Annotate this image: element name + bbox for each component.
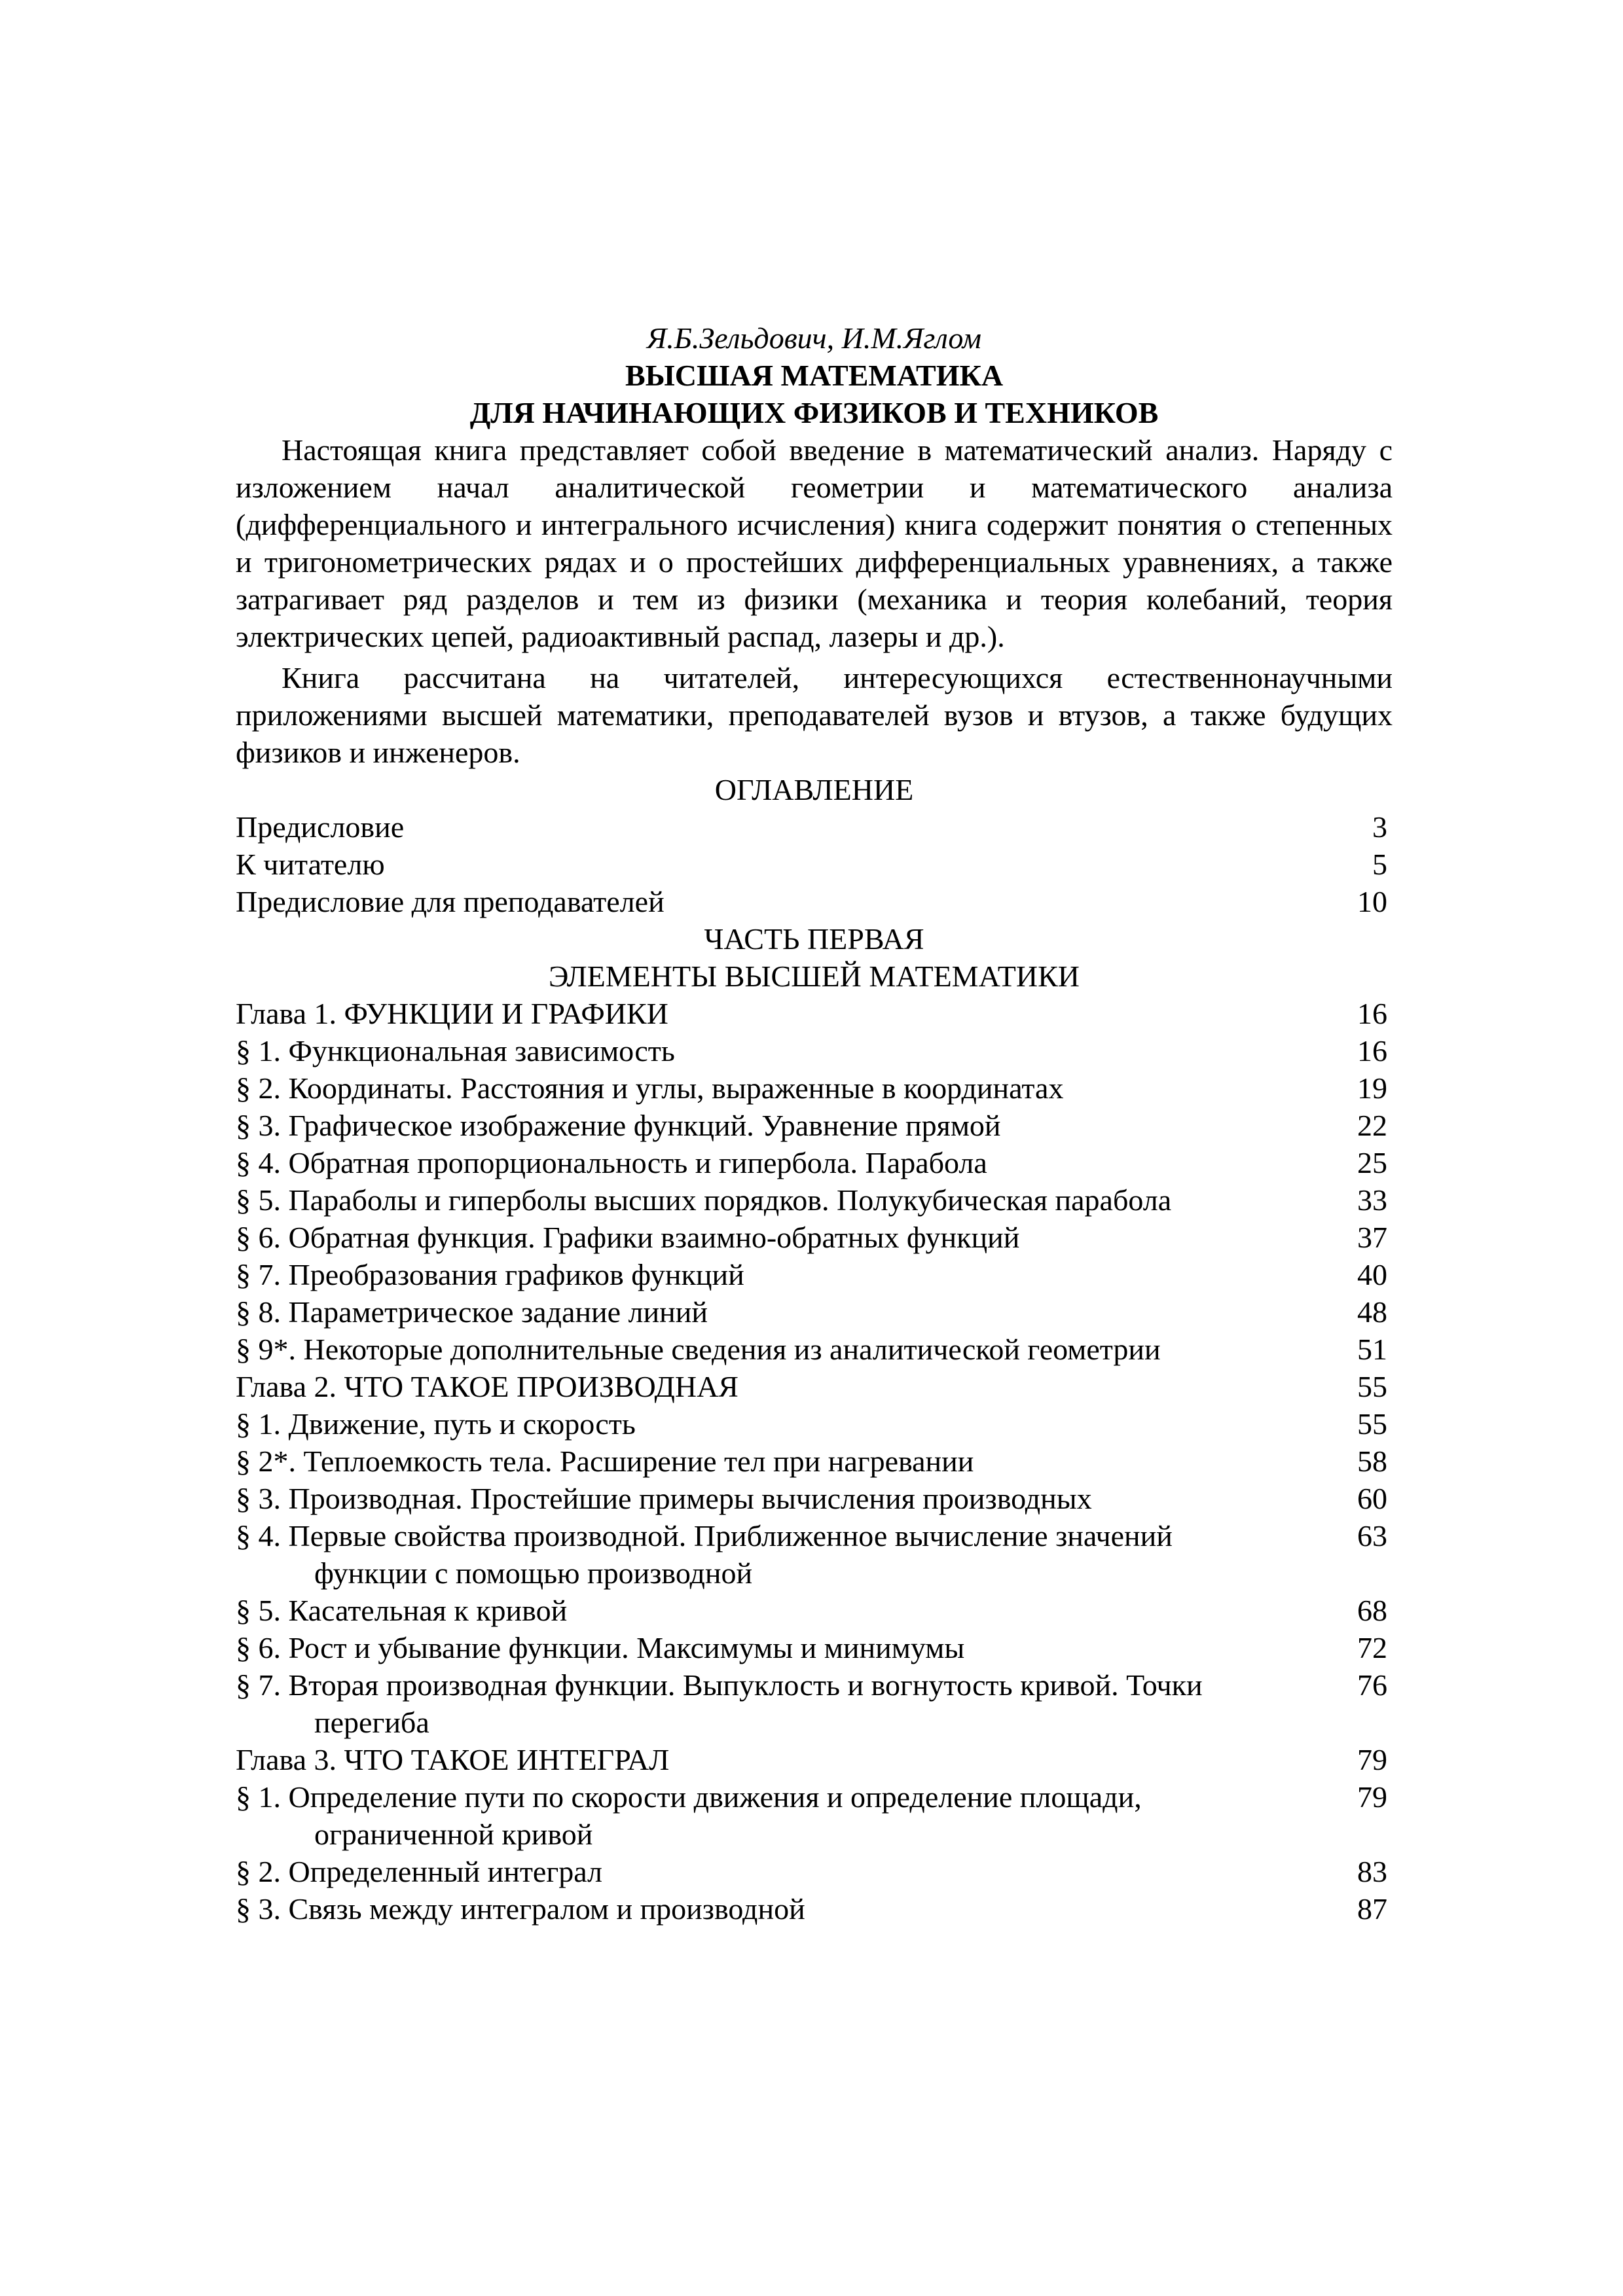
toc-row: [236, 1144, 1393, 1181]
toc-row: [236, 1181, 1393, 1219]
toc-page-number: 76: [1357, 1668, 1387, 1702]
chapter-1-title: Глава 1. ФУНКЦИИ И ГРАФИКИ: [236, 997, 668, 1030]
toc-page-number: 37: [1357, 1221, 1387, 1254]
toc-entry-title: § 2*. Теплоемкость тела. Расширение тел при нагревании: [236, 1444, 974, 1478]
toc-chapter-row: [236, 995, 1393, 1032]
toc-entry-continuation: функции с помощью производной: [314, 1556, 753, 1590]
toc-page-number: 51: [1357, 1333, 1387, 1366]
toc-row: [236, 846, 1393, 883]
toc-page-number: 63: [1357, 1519, 1387, 1552]
toc-page-number: 60: [1357, 1482, 1387, 1515]
toc-entry-title: § 5. Касательная к кривой: [236, 1594, 568, 1627]
book-title-line-2: ДЛЯ НАЧИНАЮЩИХ ФИЗИКОВ И ТЕХНИКОВ: [469, 396, 1159, 429]
toc-row: [236, 808, 1393, 846]
toc-row: [236, 1666, 1393, 1741]
part-title: ЧАСТЬ ПЕРВАЯ: [704, 922, 924, 956]
toc-entry-title: § 7. Вторая производная функции. Выпуклость и вогнутость кривой. Точки: [236, 1668, 1203, 1702]
toc-entry-title: § 4. Обратная пропорциональность и гипербола. Парабола: [236, 1146, 987, 1179]
toc-row: [236, 1331, 1393, 1368]
toc-entry-title: § 4. Первые свойства производной. Приближенное вычисление значений: [236, 1519, 1173, 1552]
toc-page-number: 25: [1357, 1146, 1387, 1179]
toc-entry-title: § 2. Определенный интеграл: [236, 1855, 602, 1888]
toc-row: [236, 1517, 1393, 1592]
toc-row: [236, 1890, 1393, 1928]
toc-row: [236, 1107, 1393, 1144]
toc-row: [236, 1032, 1393, 1069]
toc-heading: ОГЛАВЛЕНИЕ: [714, 773, 914, 806]
toc-page-number: 33: [1357, 1183, 1387, 1217]
toc-entry-title: § 6. Обратная функция. Графики взаимно-обратных функций: [236, 1221, 1020, 1254]
toc-row: [236, 1293, 1393, 1331]
toc-entry-title: § 1. Движение, путь и скорость: [236, 1407, 636, 1441]
toc-entry-title: К читателю: [236, 848, 385, 881]
toc-row: [236, 1778, 1393, 1853]
toc-chapter-row: [236, 1368, 1393, 1405]
toc-page-number: 40: [1357, 1258, 1387, 1291]
toc-entry-title: § 3. Связь между интегралом и производной: [236, 1892, 805, 1926]
toc-entry-title: § 1. Функциональная зависимость: [236, 1034, 675, 1067]
toc-page-number: 16: [1357, 997, 1387, 1030]
toc-page-number: 3: [1372, 810, 1387, 844]
toc-entry-continuation: перегиба: [314, 1706, 429, 1739]
book-title-line-1: ВЫСШАЯ МАТЕМАТИКА: [625, 359, 1004, 392]
toc-entry-title: § 9*. Некоторые дополнительные сведения из аналитической геометрии: [236, 1333, 1161, 1366]
toc-entry-title: Предисловие: [236, 810, 405, 844]
toc-page-number: 87: [1357, 1892, 1387, 1926]
toc-row: [236, 883, 1393, 920]
toc-entry-title: § 6. Рост и убывание функции. Максимумы и минимумы: [236, 1631, 965, 1664]
toc-page-number: 22: [1357, 1109, 1387, 1142]
toc-page-number: 83: [1357, 1855, 1387, 1888]
toc-page-number: 68: [1357, 1594, 1387, 1627]
document-page: [236, 319, 1393, 1928]
toc-page-number: 55: [1357, 1370, 1387, 1403]
toc-entry: [236, 1517, 1322, 1592]
chapter-2-title: Глава 2. ЧТО ТАКОЕ ПРОИЗВОДНАЯ: [236, 1370, 739, 1403]
toc-page-number: 10: [1357, 885, 1387, 918]
toc-row: [236, 1480, 1393, 1517]
toc-page-number: 79: [1357, 1780, 1387, 1814]
toc-entry-title: Предисловие для преподавателей: [236, 885, 665, 918]
annotation-paragraph-2: Книга рассчитана на читателей, интересующихся естественнонаучными приложениями высшей математики, преподавателей вузов и втузов, а также будущих физиков и инженеров.: [236, 661, 1393, 769]
toc-page-number: 19: [1357, 1071, 1387, 1105]
annotation-paragraph-1: Настоящая книга представляет собой введение в математический анализ. Наряду с изложением начал аналитической геометрии и математического анализа (дифференциального и интегрального исчисления) книга содержит понятия о степенных и тригонометрических рядах и о простейших дифференциальных уравнениях, а также затрагивает ряд разделов и тем из физики (механика и теория колебаний, теория электрических цепей, радиоактивный распад, лазеры и др.).: [236, 433, 1393, 653]
toc-entry-title: § 5. Параболы и гиперболы высших порядков. Полукубическая парабола: [236, 1183, 1172, 1217]
toc-entry: [236, 1778, 1322, 1853]
toc-entry-title: § 8. Параметрическое задание линий: [236, 1295, 708, 1329]
toc-row: [236, 1853, 1393, 1890]
toc-entry-title: § 3. Производная. Простейшие примеры вычисления производных: [236, 1482, 1092, 1515]
toc-row: [236, 1443, 1393, 1480]
toc-row: [236, 1592, 1393, 1629]
toc-page-number: 79: [1357, 1743, 1387, 1776]
toc-page-number: 72: [1357, 1631, 1387, 1664]
toc-row: [236, 1069, 1393, 1107]
toc-page-number: 58: [1357, 1444, 1387, 1478]
toc-chapter-row: [236, 1741, 1393, 1778]
toc-entry-title: § 2. Координаты. Расстояния и углы, выраженные в координатах: [236, 1071, 1064, 1105]
toc-row: [236, 1256, 1393, 1293]
toc-row: [236, 1405, 1393, 1443]
toc-row: [236, 1219, 1393, 1256]
toc-page-number: 55: [1357, 1407, 1387, 1441]
authors: Я.Б.Зельдович, И.М.Яглом: [647, 321, 981, 355]
toc-entry-title: § 7. Преобразования графиков функций: [236, 1258, 744, 1291]
toc-entry-continuation: ограниченной кривой: [314, 1818, 593, 1851]
toc-page-number: 48: [1357, 1295, 1387, 1329]
toc-entry-title: § 3. Графическое изображение функций. Уравнение прямой: [236, 1109, 1001, 1142]
toc-entry: [236, 1666, 1322, 1741]
toc-page-number: 5: [1372, 848, 1387, 881]
toc-page-number: 16: [1357, 1034, 1387, 1067]
toc-row: [236, 1629, 1393, 1666]
chapter-3-title: Глава 3. ЧТО ТАКОЕ ИНТЕГРАЛ: [236, 1743, 670, 1776]
toc-entry-title: § 1. Определение пути по скорости движения и определение площади,: [236, 1780, 1142, 1814]
table-of-contents: [236, 808, 1393, 1928]
part-subtitle: ЭЛЕМЕНТЫ ВЫСШЕЙ МАТЕМАТИКИ: [549, 960, 1080, 993]
